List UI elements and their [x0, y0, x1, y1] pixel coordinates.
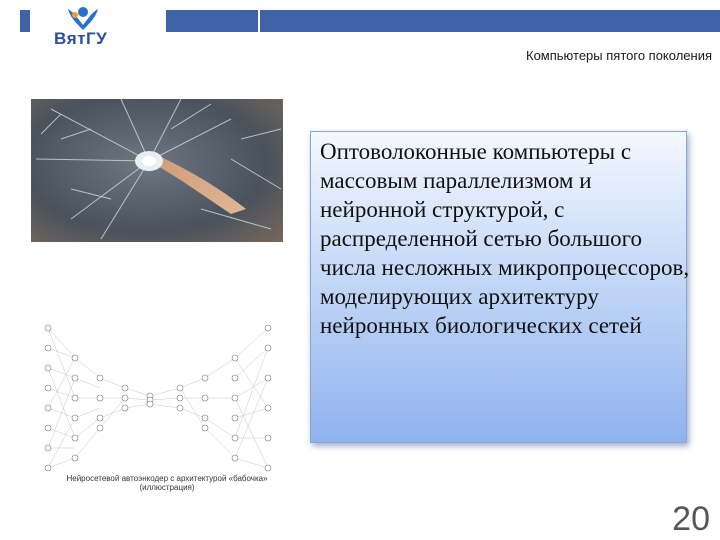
slide-title: Компьютеры пятого поколения — [526, 48, 712, 63]
university-logo — [30, 3, 160, 51]
neural-network-diagram — [40, 318, 288, 490]
header-bar — [166, 10, 720, 32]
header-bar-divider — [258, 10, 260, 32]
slide-body-text: Оптоволоконные компьютеры с массовым параллелизмом и нейронной структурой, с распределенной сетью большого числа несложных микропроцессоров, моделирующих архитектуру нейронных биологических сетей — [320, 139, 690, 338]
logo-wordmark: ВятГУ — [54, 29, 108, 48]
page-number: 20 — [672, 500, 710, 538]
neuron-image — [31, 99, 283, 242]
diagram-caption: Нейросетевой автоэнкодер с архитектурой «бабочка» (иллюстрация) — [66, 474, 268, 492]
